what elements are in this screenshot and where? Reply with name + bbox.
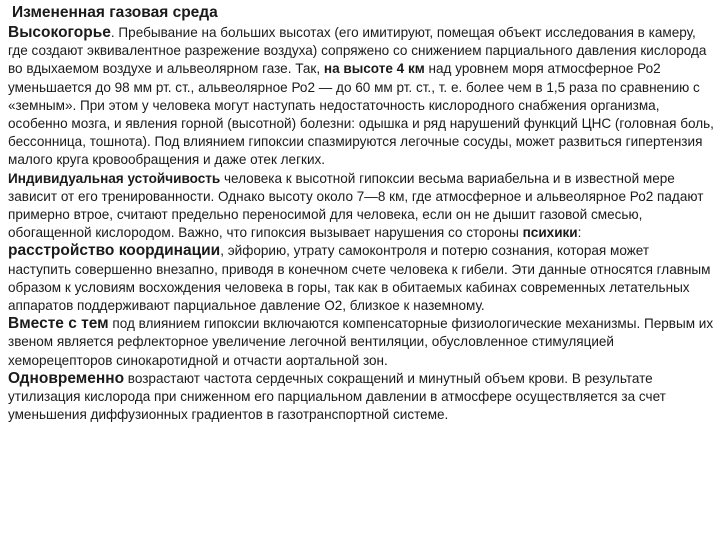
body-text: под влиянием гипоксии включаются компенсаторные физиологические механизмы. Первым их звеном является рефлекторное увеличение легочной вентиляции, обусловленное стимуляцией хеморецепторов синокаротидной и отчасти аортальной зон. bbox=[8, 316, 714, 368]
body-text: , эйфорию, утрату самоконтроля и потерю сознания, которая может наступить совершенно внезапно, приводя в конечном счете человека к гибели. Эти данные относятся главным образом к условиям восхождения человека в горы, так как в обитаемых кабинах современных летательных аппаратов поддерживают парциальное давление О2, близкое к наземному. bbox=[8, 243, 711, 314]
body-text: . Пребывание на больших высотах (его имитируют, помещая объект исследования в камеру, где создают эквивалентное разрежение воздуха) сопряжено со снижением парциального давления кислорода во вдыхаемом воздухе и альвеолярном газе. Так, bbox=[8, 25, 707, 77]
body-text: человека к высотной гипоксии весьма вариабельна и в известной мере зависит от его тренированности. Однако высоту около 7—8 км, где атмосферное и альвеолярное Ро2 падают примерно втрое, считают предельно переносимой для человека, если он не дышит газовой смесью, обогащенной кислородом. Важно, что гипоксия вызывает нарушения со стороны bbox=[8, 170, 704, 241]
text-paragraph bbox=[8, 242, 714, 315]
text-paragraph bbox=[8, 170, 714, 243]
text-paragraph bbox=[8, 24, 714, 170]
slide-title: Измененная газовая среда bbox=[12, 4, 218, 21]
emphasized-text: расстройство координации bbox=[8, 242, 221, 260]
text-paragraph bbox=[8, 370, 714, 425]
slide-body bbox=[8, 24, 714, 424]
text-paragraph bbox=[8, 315, 714, 370]
emphasized-text: психики bbox=[522, 225, 578, 241]
emphasized-text: на высоте 4 км bbox=[323, 61, 425, 77]
body-text: возрастают частота сердечных сокращений и минутный объем крови. В результате утилизация кислорода при сниженном его парциальном давлении в атмосфере осуществляется за счет уменьшения диффузионных градиентов в газотранспортной системе. bbox=[8, 370, 666, 423]
emphasized-text: Высокогорье bbox=[8, 24, 111, 41]
emphasized-text: Одновременно bbox=[8, 369, 125, 387]
body-text: над уровнем моря атмосферное Ро2 уменьшается до 98 мм рт. ст., альвеолярное Ро2 — до 60 мм рт. ст., т. е. более чем в 1,5 раза по сравнению с «земным». При этом у человека могут наступать недостаточность кислородного снабжения организма, особенно мозга, и явления горной (высотной) болезни: одышка и ряд нарушений функций ЦНС (головная боль, бессонница, тошнота). Под влиянием гипоксии спазмируются легочные сосуды, может развиться гипертензия малого круга кровообращения и даже отек легких. bbox=[8, 61, 714, 168]
emphasized-text: Вместе с тем bbox=[8, 315, 109, 333]
emphasized-text: Индивидуальная устойчивость bbox=[8, 170, 221, 186]
body-text: : bbox=[577, 225, 582, 241]
